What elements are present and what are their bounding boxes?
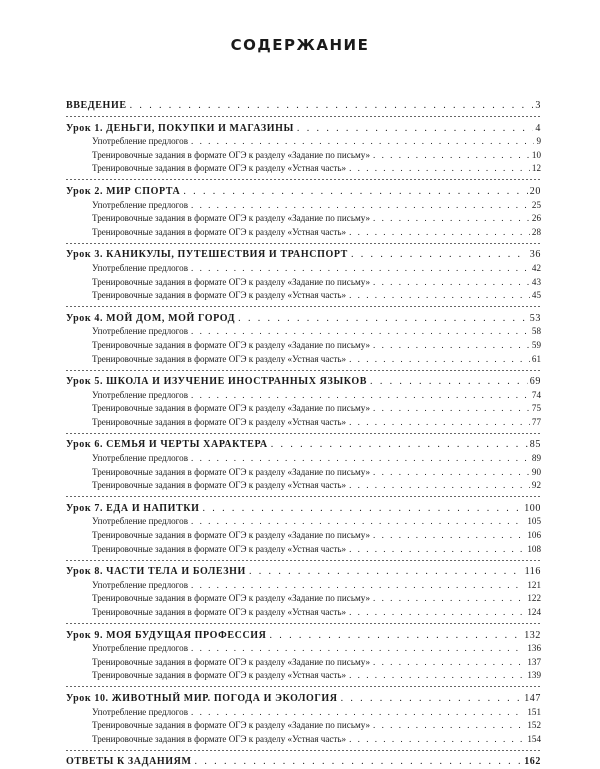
section-divider <box>66 433 541 434</box>
toc-entry-label: Тренировочные задания в формате ОГЭ к разделу «Устная часть» <box>92 480 347 491</box>
toc-page-number: 75 <box>531 403 541 414</box>
toc-page-number: 53 <box>529 312 541 324</box>
toc-page-number: 90 <box>531 466 541 477</box>
dot-leader <box>373 466 530 480</box>
dot-leader <box>191 199 530 213</box>
section-divider <box>66 370 541 371</box>
toc-entry-label: Употребление предлогов <box>92 199 189 210</box>
toc-subentry[interactable] <box>66 276 541 290</box>
toc-entry-label: Тренировочные задания в формате ОГЭ к разделу «Задание по письму» <box>92 530 371 541</box>
toc-subentry[interactable] <box>66 479 541 493</box>
toc-entry-label: Тренировочные задания в формате ОГЭ к разделу «Устная часть» <box>92 290 347 301</box>
toc-subentry[interactable] <box>66 642 541 656</box>
section-divider <box>66 116 541 117</box>
toc-page-number: 61 <box>531 353 541 364</box>
toc-entry-lesson-5[interactable] <box>66 375 541 389</box>
toc-page-number: 105 <box>527 516 541 527</box>
toc-page-number: 12 <box>531 163 541 174</box>
dot-leader <box>373 529 525 543</box>
toc-page-number: 116 <box>524 566 541 578</box>
dot-leader <box>349 353 530 367</box>
toc-page-number: 122 <box>527 593 541 604</box>
toc-page-number: 162 <box>524 756 541 768</box>
toc-entry-label: Урок 3. КАНИКУЛЫ, ПУТЕШЕСТВИЯ И ТРАНСПОРТ <box>66 249 348 261</box>
dot-leader <box>349 543 525 557</box>
dot-leader <box>349 669 525 683</box>
toc-entry-label: Употребление предлогов <box>92 579 189 590</box>
toc-page-number: 152 <box>527 720 541 731</box>
toc-page-number: 151 <box>527 706 541 717</box>
dot-leader <box>349 226 530 240</box>
section-divider <box>66 243 541 244</box>
toc-page-number: 154 <box>527 733 541 744</box>
toc-entry-introduction[interactable] <box>66 99 541 113</box>
toc-entry-lesson-8[interactable] <box>66 565 541 579</box>
toc-page-number: 10 <box>531 149 541 160</box>
dot-leader <box>195 755 523 769</box>
toc-page-number: 132 <box>524 629 541 641</box>
toc-entry-label: Тренировочные задания в формате ОГЭ к разделу «Устная часть» <box>92 543 347 554</box>
toc-page-number: 3 <box>535 100 541 111</box>
toc-entry-label: Употребление предлогов <box>92 389 189 400</box>
dot-leader <box>349 479 530 493</box>
dot-leader <box>269 629 522 643</box>
toc-page-number: 77 <box>531 416 541 427</box>
toc-entry-label: Употребление предлогов <box>92 262 189 273</box>
toc-page-number: 106 <box>527 530 541 541</box>
toc-entry-label: Тренировочные задания в формате ОГЭ к разделу «Задание по письму» <box>92 403 371 414</box>
toc-page-number: 36 <box>529 249 541 261</box>
toc-entry-lesson-9[interactable] <box>66 629 541 643</box>
dot-leader <box>297 122 533 136</box>
toc-page-number: 124 <box>527 607 541 617</box>
toc-page-number: 20 <box>529 185 541 197</box>
toc-subentry[interactable] <box>66 389 541 403</box>
dot-leader <box>373 339 530 353</box>
dot-leader <box>349 733 525 747</box>
toc-subentry[interactable] <box>66 339 541 353</box>
section-divider <box>66 686 541 687</box>
dot-leader <box>351 248 528 262</box>
dot-leader <box>349 289 530 303</box>
toc-subentry[interactable] <box>66 162 541 176</box>
toc-entry-label: Тренировочные задания в формате ОГЭ к разделу «Задание по письму» <box>92 276 371 287</box>
toc-subentry[interactable] <box>66 452 541 466</box>
toc-subentry[interactable] <box>66 199 541 213</box>
dot-leader <box>373 212 530 226</box>
toc-subentry[interactable] <box>66 135 541 149</box>
section-divider <box>66 306 541 307</box>
section-divider <box>66 560 541 561</box>
toc-subentry[interactable] <box>66 529 541 543</box>
toc-entry-lesson-3[interactable] <box>66 248 541 262</box>
dot-leader <box>373 149 530 163</box>
toc-subentry[interactable] <box>66 466 541 480</box>
dot-leader <box>373 719 525 733</box>
dot-leader <box>191 515 525 529</box>
toc-entry-label: Тренировочные задания в формате ОГЭ к разделу «Задание по письму» <box>92 213 371 224</box>
dot-leader <box>191 135 534 149</box>
toc-page-number: 74 <box>531 389 541 400</box>
toc-subentry[interactable] <box>66 579 541 593</box>
toc-subentry[interactable] <box>66 733 541 747</box>
toc-entry-label: Урок 1. ДЕНЬГИ, ПОКУПКИ И МАГАЗИНЫ <box>66 122 294 134</box>
toc-subentry[interactable] <box>66 262 541 276</box>
toc-subentry[interactable] <box>66 669 541 683</box>
dot-leader <box>191 579 525 593</box>
toc-page-number: 69 <box>529 376 541 388</box>
toc-entry-label: Употребление предлогов <box>92 136 189 147</box>
toc-subentry[interactable] <box>66 289 541 303</box>
toc-page-number: 58 <box>531 326 541 337</box>
dot-leader <box>238 312 528 326</box>
dot-leader <box>191 262 530 276</box>
toc-page-number: 137 <box>527 656 541 667</box>
dot-leader <box>191 325 530 339</box>
dot-leader <box>203 502 523 516</box>
toc-entry-label: ОТВЕТЫ К ЗАДАНИЯМ <box>66 756 192 768</box>
toc-entry-label: Тренировочные задания в формате ОГЭ к разделу «Задание по письму» <box>92 339 371 350</box>
toc-entry-label: Тренировочные задания в формате ОГЭ к разделу «Устная часть» <box>92 733 347 744</box>
toc-entry-label: Урок 2. МИР СПОРТА <box>66 185 181 197</box>
toc-entry-label: Урок 9. МОЯ БУДУЩАЯ ПРОФЕССИЯ <box>66 629 267 641</box>
toc-page-number: 4 <box>535 122 541 134</box>
dot-leader <box>249 565 523 579</box>
section-divider <box>66 179 541 180</box>
toc-entry-lesson-10[interactable] <box>66 692 541 706</box>
toc-entry-label: Тренировочные задания в формате ОГЭ к разделу «Задание по письму» <box>92 149 371 160</box>
toc-subentry[interactable] <box>66 149 541 163</box>
toc-entry-label: Тренировочные задания в формате ОГЭ к разделу «Устная часть» <box>92 670 347 681</box>
dot-leader <box>349 606 525 620</box>
toc-entry-label: Урок 6. СЕМЬЯ И ЧЕРТЫ ХАРАКТЕРА <box>66 439 268 451</box>
toc-subentry[interactable] <box>66 353 541 367</box>
toc-entry-label: Употребление предлогов <box>92 643 189 654</box>
toc-entry-label: Тренировочные задания в формате ОГЭ к разделу «Задание по письму» <box>92 656 371 667</box>
toc-entry-label: Тренировочные задания в формате ОГЭ к разделу «Устная часть» <box>92 163 347 174</box>
toc-subentry[interactable] <box>66 325 541 339</box>
toc-subentry[interactable] <box>66 606 541 620</box>
toc-entry-lesson-7[interactable] <box>66 502 541 516</box>
dot-leader <box>373 656 525 670</box>
toc-entry-label: Тренировочные задания в формате ОГЭ к разделу «Устная часть» <box>92 416 347 427</box>
toc-page-number: 108 <box>527 543 541 554</box>
toc-page-number: 85 <box>529 439 541 451</box>
toc-page-number: 100 <box>524 502 541 514</box>
dot-leader <box>349 416 530 430</box>
toc-entry-label: Урок 5. ШКОЛА И ИЗУЧЕНИЕ ИНОСТРАННЫХ ЯЗЫКОВ <box>66 376 368 388</box>
toc-entry-label: Употребление предлогов <box>92 516 189 527</box>
toc-subentry[interactable] <box>66 706 541 720</box>
toc-entry-label: Тренировочные задания в формате ОГЭ к разделу «Задание по письму» <box>92 720 371 731</box>
section-divider <box>66 623 541 624</box>
dot-leader <box>191 706 525 720</box>
toc-entry-lesson-2[interactable] <box>66 185 541 199</box>
dot-leader <box>191 452 530 466</box>
toc-subentry[interactable] <box>66 719 541 733</box>
toc-entry-answers[interactable] <box>66 755 541 769</box>
dot-leader <box>183 185 527 199</box>
toc-entry-label: Тренировочные задания в формате ОГЭ к разделу «Задание по письму» <box>92 593 371 604</box>
dot-leader <box>341 692 523 706</box>
toc-page-number: 43 <box>531 276 541 287</box>
dot-leader <box>191 642 525 656</box>
toc-entry-label: Урок 7. ЕДА И НАПИТКИ <box>66 502 200 514</box>
toc-subentry[interactable] <box>66 656 541 670</box>
toc-entry-label: ВВЕДЕНИЕ <box>66 100 127 111</box>
dot-leader <box>130 99 534 113</box>
toc-subentry[interactable] <box>66 402 541 416</box>
toc-subentry[interactable] <box>66 592 541 606</box>
toc-entry-lesson-4[interactable] <box>66 312 541 326</box>
toc-page-number: 136 <box>527 643 541 654</box>
table-of-contents <box>66 99 541 769</box>
dot-leader <box>370 375 528 389</box>
dot-leader <box>271 438 528 452</box>
toc-entry-lesson-6[interactable] <box>66 438 541 452</box>
toc-page-number: 89 <box>531 453 541 464</box>
toc-subentry[interactable] <box>66 212 541 226</box>
dot-leader <box>191 389 530 403</box>
toc-entry-label: Урок 10. ЖИВОТНЫЙ МИР. ПОГОДА И ЭКОЛОГИЯ <box>66 692 338 704</box>
dot-leader <box>373 402 530 416</box>
toc-entry-lesson-1[interactable] <box>66 122 541 136</box>
toc-page-number: 26 <box>531 213 541 224</box>
section-divider <box>66 496 541 497</box>
toc-subentry[interactable] <box>66 416 541 430</box>
dot-leader <box>373 276 530 290</box>
toc-entry-label: Урок 8. ЧАСТИ ТЕЛА И БОЛЕЗНИ <box>66 566 246 578</box>
toc-entry-label: Употребление предлогов <box>92 453 189 464</box>
toc-page-number: 139 <box>527 670 541 681</box>
toc-subentry[interactable] <box>66 543 541 557</box>
toc-entry-label: Урок 4. МОЙ ДОМ, МОЙ ГОРОД <box>66 312 236 324</box>
toc-page-number: 9 <box>536 136 541 147</box>
toc-page-number: 25 <box>531 199 541 210</box>
toc-entry-label: Употребление предлогов <box>92 326 189 337</box>
toc-subentry[interactable] <box>66 515 541 529</box>
dot-leader <box>373 592 525 606</box>
toc-entry-label: Тренировочные задания в формате ОГЭ к разделу «Устная часть» <box>92 353 347 364</box>
toc-entry-label: Тренировочные задания в формате ОГЭ к разделу «Устная часть» <box>92 226 347 237</box>
dot-leader <box>349 162 530 176</box>
toc-page-number: 59 <box>531 339 541 350</box>
toc-entry-label: Употребление предлогов <box>92 706 189 717</box>
toc-page-number: 28 <box>531 226 541 237</box>
toc-page-number: 147 <box>524 692 541 704</box>
toc-subentry[interactable] <box>66 226 541 240</box>
toc-page-number: 42 <box>531 262 541 273</box>
toc-page-number: 121 <box>527 579 541 590</box>
toc-entry-label: Тренировочные задания в формате ОГЭ к разделу «Устная часть» <box>92 607 347 617</box>
toc-entry-label: Тренировочные задания в формате ОГЭ к разделу «Задание по письму» <box>92 466 371 477</box>
page-title: СОДЕРЖАНИЕ <box>230 36 370 54</box>
toc-page-number: 45 <box>531 290 541 301</box>
toc-page-number: 92 <box>531 480 541 491</box>
